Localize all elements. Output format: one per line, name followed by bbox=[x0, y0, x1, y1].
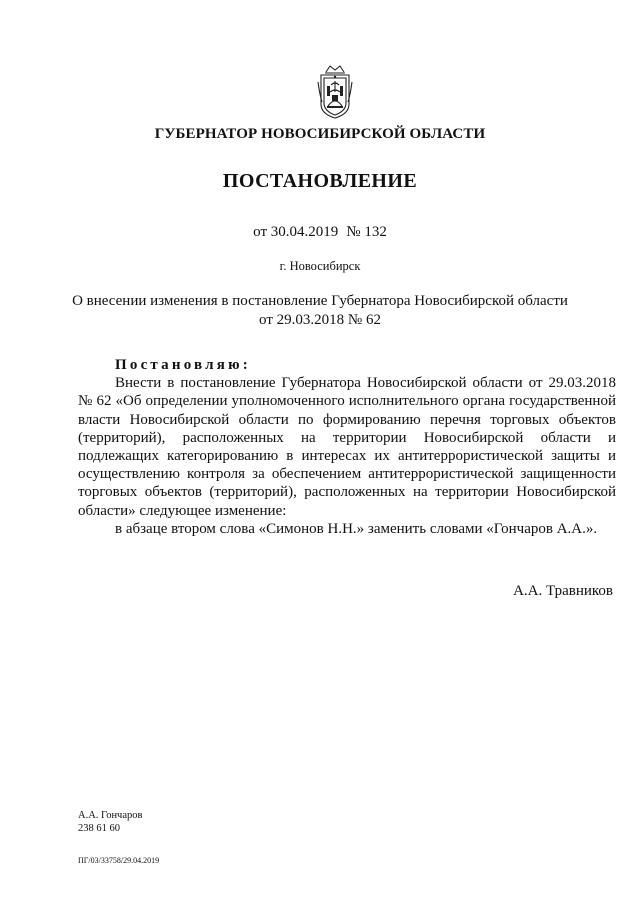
document-date: от 30.04.2019 bbox=[253, 224, 339, 240]
date-number-line bbox=[0, 224, 640, 241]
executor-block bbox=[78, 809, 142, 835]
coat-of-arms-emblem bbox=[316, 62, 354, 120]
issuer-heading: ГУБЕРНАТОР НОВОСИБИРСКОЙ ОБЛАСТИ bbox=[154, 126, 486, 142]
body-paragraph-2: в абзаце втором слова «Симонов Н.Н.» заменить словами «Гончаров А.А.». bbox=[115, 520, 598, 537]
document-code: ПГ/03/33758/29.04.2019 bbox=[78, 856, 160, 865]
executor-name: А.А. Гончаров bbox=[78, 810, 143, 821]
document-title: ПОСТАНОВЛЕНИЕ bbox=[222, 170, 418, 192]
document-number: № 132 bbox=[346, 224, 387, 240]
executor-phone: 238 61 60 bbox=[78, 823, 120, 834]
resolve-label: Постановляю: bbox=[115, 357, 251, 373]
signature-name: А.А. Травников bbox=[513, 583, 613, 599]
document-body bbox=[78, 356, 616, 538]
document-subject bbox=[0, 292, 640, 330]
subject-line-2: от 29.03.2018 № 62 bbox=[259, 312, 381, 328]
subject-line-1: О внесении изменения в постановление Губернатора Новосибирской области bbox=[72, 293, 568, 309]
body-paragraph-1: Внести в постановление Губернатора Новосибирской области от 29.03.2018 № 62 «Об определении уполномоченного исполнительного органа государственной власти Новосибирской области по формированию перечня торговых объектов (территорий), расположенных на территории Новосибирской области и подлежащих категорированию в интересах их антитеррористической защиты и осуществлению контроля за обеспечением антитеррористической защищенности торговых объектов (территорий), расположенных на территории Новосибирской области» следующее изменение: bbox=[78, 375, 616, 519]
city-line: г. Новосибирск bbox=[279, 259, 361, 273]
